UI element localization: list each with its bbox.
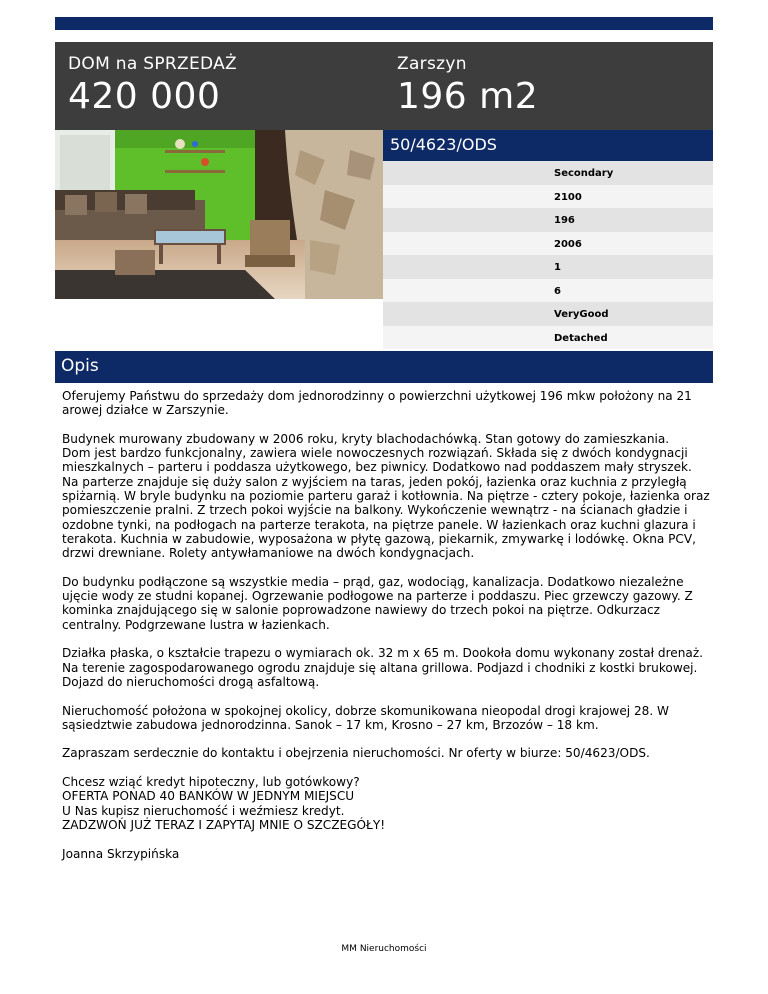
header-right <box>397 42 538 117</box>
description-paragraph: Nieruchomość położona w spokojnej okolicy, dobrze skomunikowana nieopodal drogi krajowej 28. W sąsiedztwie zabudowa jednorodzinna. Sanok – 17 km, Krosno – 27 km, Brzozów – 18 km. <box>62 703 669 732</box>
offer-reference: 50/4623/ODS <box>383 130 713 161</box>
living-room-photo-icon <box>55 130 383 299</box>
param-plot-area: 2100 <box>383 185 713 209</box>
description-paragraph: Do budynku podłączone są wszystkie media – prąd, gaz, wodociąg, kanalizacja. Dodatkowo niezależne ujęcie wody ze studni kopanej. Ogrzewanie podłogowe na parterze i poddaszu. Piec grzewczy gazowy. Z kominka znajdującego się w salonie poprowadzone nawiewy do trzech pokoi na piętrze. Odkurzacz centralny. Podgrzewane lustra w łazienkach. <box>62 574 693 632</box>
param-condition: VeryGood <box>383 302 713 326</box>
description-paragraph: Chcesz wziąć kredyt hipoteczny, lub gotówkowy? OFERTA PONAD 40 BANKÓW W JEDNYM MIEJSCU U Nas kupisz nieruchomość i weźmiesz kredyt. ZADZWOŃ JUŻ TERAZ I ZAPYTAJ MNIE O SZCZEGÓŁY! <box>62 775 386 832</box>
header-left <box>68 42 237 117</box>
agent-name: Joanna Skrzypińska <box>62 846 180 861</box>
footer-agency: MM Nieruchomości <box>341 944 427 954</box>
param-usable-area: 196 <box>383 208 713 232</box>
description-paragraph: Budynek murowany zbudowany w 2006 roku, kryty blachodachówką. Stan gotowy do zamieszkania. Dom jest bardzo funkcjonalny, zawiera wiele nowoczesnych rozwiązań. Składa się z dwóch kondygnacji mieszkalnych – parteru i poddasza użytkowego, bez piwnicy. Dodatkowo nad poddaszem mały stryszek. Na parterze znajduje się duży salon z wyjściem na taras, jeden pokój, łazienka oraz kuchnia z przyległą spiżarnią. W bryle budynku na poziomie parteru garaż i kotłownia. Na piętrze - cztery pokoje, łazienka oraz pomieszczenie pralni. Z trzech pokoi wyjście na balkony. Wykończenie wewnątrz - na ścianach gładzie i ozdobne tynki, na podłogach na parterze terakota, na piętrze panele. W łazienkach oraz kuchni glazura i terakota. Kuchnia w zabudowie, wyposażona w płytę gazową, piekarnik, zmywarkę i lodówkę. Okna PCV, drzwi drewniane. Rolety antywłamaniowe na dwóch kondygnacjach. <box>62 431 710 561</box>
param-market: Secondary <box>383 161 713 185</box>
param-building-type: Detached <box>383 326 713 350</box>
property-photo <box>55 130 383 299</box>
param-floors: 1 <box>383 255 713 279</box>
location: Zarszyn <box>397 54 467 74</box>
listing-header <box>55 42 713 130</box>
price: 420 000 <box>68 76 221 117</box>
section-title-description: Opis <box>55 351 713 383</box>
description <box>62 389 710 875</box>
top-accent-bar <box>55 17 713 30</box>
area: 196 m2 <box>397 76 539 117</box>
param-build-year: 2006 <box>383 232 713 256</box>
property-type-label: DOM na SPRZEDAŻ <box>68 54 237 74</box>
parameters-table <box>383 161 713 349</box>
description-paragraph: Oferujemy Państwu do sprzedaży dom jednorodzinny o powierzchni użytkowej 196 mkw położony na 21 arowej działce w Zarszynie. <box>62 389 692 418</box>
param-rooms: 6 <box>383 279 713 303</box>
description-paragraph: Zapraszam serdecznie do kontaktu i obejrzenia nieruchomości. Nr oferty w biurze: 50/4623/ODS. <box>62 746 650 761</box>
description-paragraph: Działka płaska, o kształcie trapezu o wymiarach ok. 32 m x 65 m. Dookoła domu wykonany został drenaż. Na terenie zagospodarowanego ogrodu znajduje się altana grillowa. Podjazd i chodniki z kostki brukowej. Dojazd do nieruchomości drogą asfaltową. <box>62 646 704 689</box>
